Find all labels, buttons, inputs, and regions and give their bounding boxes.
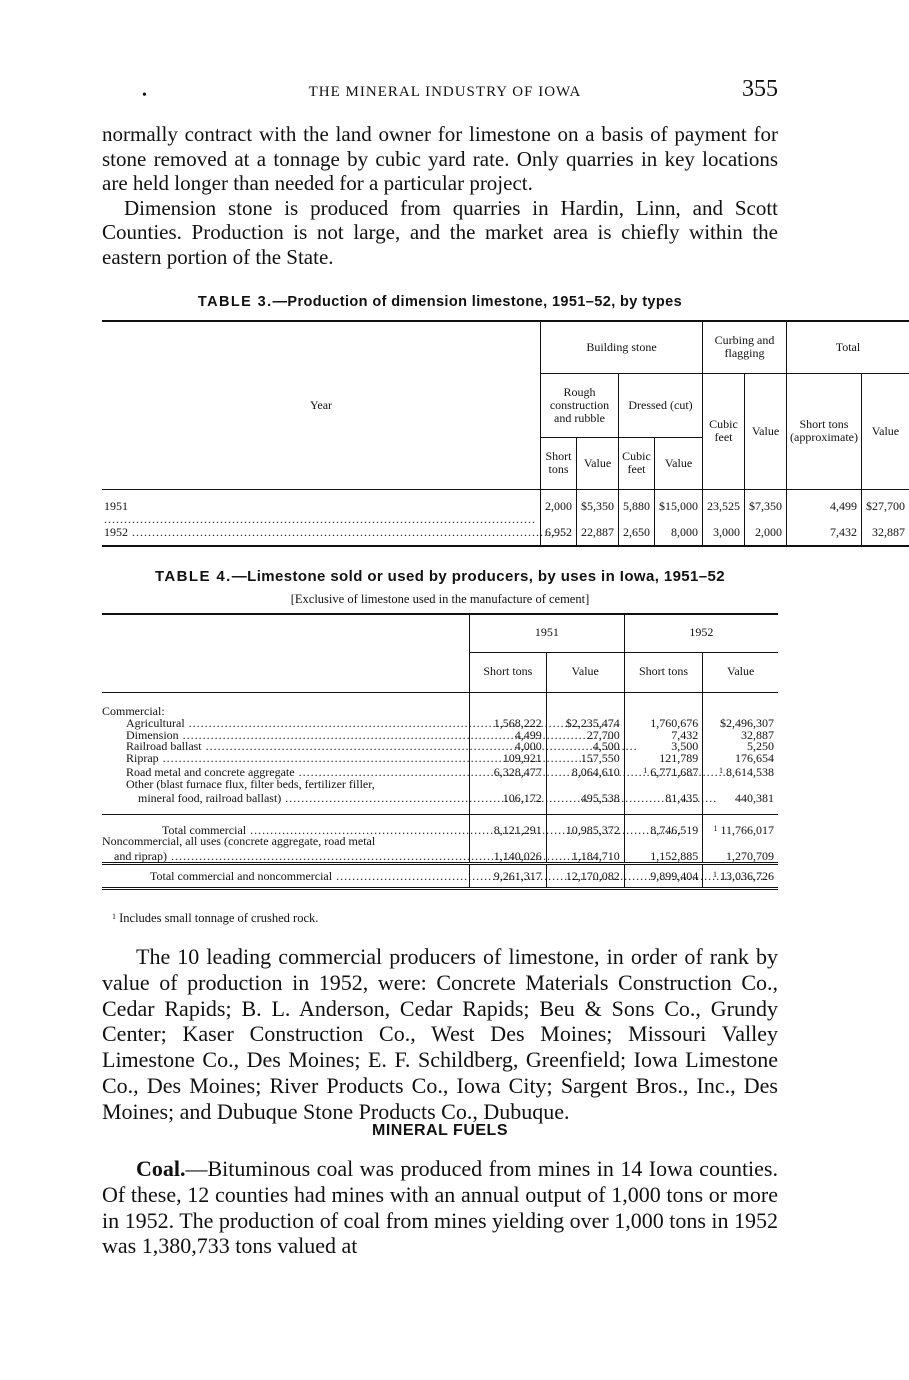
cell: 12,170,082 xyxy=(546,864,624,889)
row-year: 1952 xyxy=(104,524,128,539)
table3-number: TABLE 3. xyxy=(197,294,273,310)
cell: 7,432 xyxy=(624,730,703,742)
running-title: THE MINERAL INDUSTRY OF IOWA xyxy=(308,84,582,100)
row-label: Dimension xyxy=(126,727,179,742)
footnote-ref: 1 xyxy=(713,870,717,880)
row-label: Railroad ballast xyxy=(126,739,202,754)
other-label-1: Other (blast furnace flux, filter beds, fertilizer filler, xyxy=(126,776,375,791)
table4-subcaption: [Exclusive of limestone used in the manufacture of cement] xyxy=(290,592,590,606)
table4-tons52-header: Short tons xyxy=(624,652,703,692)
noncommercial-label-2: and riprap) xyxy=(114,848,167,863)
cell: 2,000 xyxy=(745,526,787,546)
coal-body: —Bituminous coal was produced from mines in 14 Iowa counties. Of these, 12 counties had mines with an annual output of 1,000 tons or more in 1952. The production of coal from mines yielding over 1,000 tons in 1952 was 1,380,733 tons valued at xyxy=(102,1156,778,1259)
running-header xyxy=(100,74,790,108)
footnote-ref: 1 xyxy=(719,765,723,775)
table4 xyxy=(102,613,778,890)
table3-rough-value-header: Value xyxy=(577,437,619,489)
commercial-label: Commercial: xyxy=(102,704,165,719)
table3-total-header: Total xyxy=(787,321,909,373)
table3-dressed-value-header: Value xyxy=(655,437,703,489)
cell: 4,499 xyxy=(787,489,862,526)
cell: 9,261,317 xyxy=(470,864,547,889)
row-label: Agricultural xyxy=(126,716,185,730)
footnote-ref: 1 xyxy=(643,765,648,775)
table3-rough-header: Rough construction and rubble xyxy=(541,373,619,437)
cell: 6,952 xyxy=(541,526,577,546)
cell: 5,880 xyxy=(619,489,655,526)
cell: 109,921 xyxy=(470,753,547,765)
total-commercial-label: Total commercial xyxy=(162,822,247,837)
cell: 176,654 xyxy=(703,753,778,765)
table3-curb-value-header: Value xyxy=(745,373,787,489)
cell: 22,887 xyxy=(577,526,619,546)
cell: 2,650 xyxy=(619,526,655,546)
header-bullet: • xyxy=(142,88,147,103)
cell: 121,789 xyxy=(624,753,703,765)
footnote-mark: 1 xyxy=(112,912,116,921)
cell: 32,887 xyxy=(703,730,778,742)
cell: 5,250 xyxy=(703,741,778,753)
cell: 3,500 xyxy=(624,741,703,753)
body-text xyxy=(102,944,778,1125)
row-year: 1951 xyxy=(104,498,128,513)
cell: 13,036,726 xyxy=(720,869,774,884)
row-label: Riprap xyxy=(126,751,159,766)
page-number: 355 xyxy=(742,76,778,102)
table-row xyxy=(102,814,778,836)
cell: $2,496,307 xyxy=(703,718,778,730)
cell: 8,121,291 xyxy=(470,814,547,836)
table3-caption xyxy=(102,294,778,310)
table4-number: TABLE 4. xyxy=(154,568,232,585)
table3-curbing-header: Curbing and flagging xyxy=(703,321,787,373)
table-row xyxy=(102,864,778,889)
table4-tons51-header: Short tons xyxy=(470,652,547,692)
cell: 1,760,676 xyxy=(624,718,703,730)
cell: 8,064,610 xyxy=(546,765,624,779)
cell: 1,140,026 xyxy=(470,848,547,864)
cell: 32,887 xyxy=(861,526,909,546)
coal-text xyxy=(102,1156,778,1259)
cell: 4,500 xyxy=(546,741,624,753)
cell: 11,766,017 xyxy=(720,822,774,837)
table-row xyxy=(102,790,778,804)
table-row xyxy=(102,489,909,526)
intro-text xyxy=(102,122,778,269)
cell: 7,432 xyxy=(787,526,862,546)
cell: $2,235,474 xyxy=(546,718,624,730)
cell: 157,550 xyxy=(546,753,624,765)
row-label: Road metal and concrete aggregate xyxy=(126,764,295,779)
cell: 81,435 xyxy=(624,790,703,804)
cell: 1,152,885 xyxy=(624,848,703,864)
table3-curb-cubic-feet-header: Cubic feet xyxy=(703,373,745,489)
cell: 3,000 xyxy=(703,526,745,546)
cell: 106,172 xyxy=(470,790,547,804)
table-row xyxy=(102,779,778,791)
table3-year-header: Year xyxy=(102,321,541,489)
table3-rough-tons-header: Short tons xyxy=(541,437,577,489)
intro-paragraph-1: normally contract with the land owner for limestone on a basis of payment for stone removed at a tonnage by cubic yard rate. Only quarries in key locations are held longer than needed for a particular project. xyxy=(102,122,778,195)
table3-title: —Production of dimension limestone, 1951–52, by types xyxy=(272,294,683,310)
cell: 8,000 xyxy=(655,526,703,546)
table-row xyxy=(102,848,778,864)
cell: 10,985,372 xyxy=(546,814,624,836)
table4-value52-header: Value xyxy=(703,652,778,692)
footnote-ref: 1 xyxy=(713,823,718,833)
cell: $27,700 xyxy=(861,489,909,526)
other-label-2: mineral food, railroad ballast) xyxy=(138,790,282,805)
cell: 23,525 xyxy=(703,489,745,526)
intro-paragraph-2: Dimension stone is produced from quarries in Hardin, Linn, and Scott Counties. Production is not large, and the market area is chiefly within the eastern portion of the State. xyxy=(102,195,778,269)
cell: 9,899,404 xyxy=(624,864,703,889)
table3-total-value-header: Value xyxy=(861,373,909,489)
cell: $7,350 xyxy=(745,489,787,526)
footnote xyxy=(112,911,318,926)
cell: 1,568,222 xyxy=(470,718,547,730)
cell: 6,328,477 xyxy=(470,765,547,779)
cell: 4,499 xyxy=(470,730,547,742)
producers-paragraph: The 10 leading commercial producers of limestone, in order of rank by value of production in 1952, were: Concrete Materials Construction Co., Cedar Rapids; B. L. Anderson, Cedar Rapids; Beu & Sons Co., Grundy Center; Kaser Construction Co., West Des Moines; Missouri Valley Limestone Co., Des Moines; E. F. Schildberg, Greenfield; Iowa Limestone Co., Des Moines; River Products Co., Iowa City; Sargent Bros., Inc., Des Moines; and Dubuque Stone Products Co., Dubuque. xyxy=(102,944,778,1124)
table-row xyxy=(102,753,778,765)
table3 xyxy=(102,320,909,547)
table-row xyxy=(102,692,778,718)
footnote-text: Includes small tonnage of crushed rock. xyxy=(119,911,319,925)
cell: $15,000 xyxy=(655,489,703,526)
table4-caption xyxy=(102,568,778,585)
table4-title: —Limestone sold or used by producers, by uses in Iowa, 1951–52 xyxy=(231,568,726,585)
noncommercial-label-1: Noncommercial, all uses (concrete aggregate, road metal xyxy=(102,834,376,849)
table3-dressed-cf-header: Cubic feet xyxy=(619,437,655,489)
cell: 440,381 xyxy=(703,790,778,804)
table4-value51-header: Value xyxy=(546,652,624,692)
cell: 27,700 xyxy=(546,730,624,742)
cell: 6,771,687 xyxy=(650,764,699,779)
table-row xyxy=(102,526,909,546)
cell: 8,614,538 xyxy=(726,764,774,779)
cell: 2,000 xyxy=(541,489,577,526)
table3-total-tons-header: Short tons (approximate) xyxy=(787,373,862,489)
table3-dressed-header: Dressed (cut) xyxy=(619,373,703,437)
cell: 1,270,709 xyxy=(703,848,778,864)
table4-1952-header: 1952 xyxy=(624,614,778,652)
coal-paragraph xyxy=(102,1156,778,1259)
table3-building-stone-header: Building stone xyxy=(541,321,703,373)
cell: 8,746,519 xyxy=(624,814,703,836)
table4-1951-header: 1951 xyxy=(470,614,625,652)
cell: $5,350 xyxy=(577,489,619,526)
grand-total-label: Total commercial and noncommercial xyxy=(150,869,333,884)
section-heading: MINERAL FUELS xyxy=(372,1122,508,1139)
cell: 495,538 xyxy=(546,790,624,804)
cell: 1,184,710 xyxy=(546,848,624,864)
coal-lead: Coal. xyxy=(136,1156,186,1181)
cell: 4,000 xyxy=(470,741,547,753)
table-row xyxy=(102,836,778,848)
